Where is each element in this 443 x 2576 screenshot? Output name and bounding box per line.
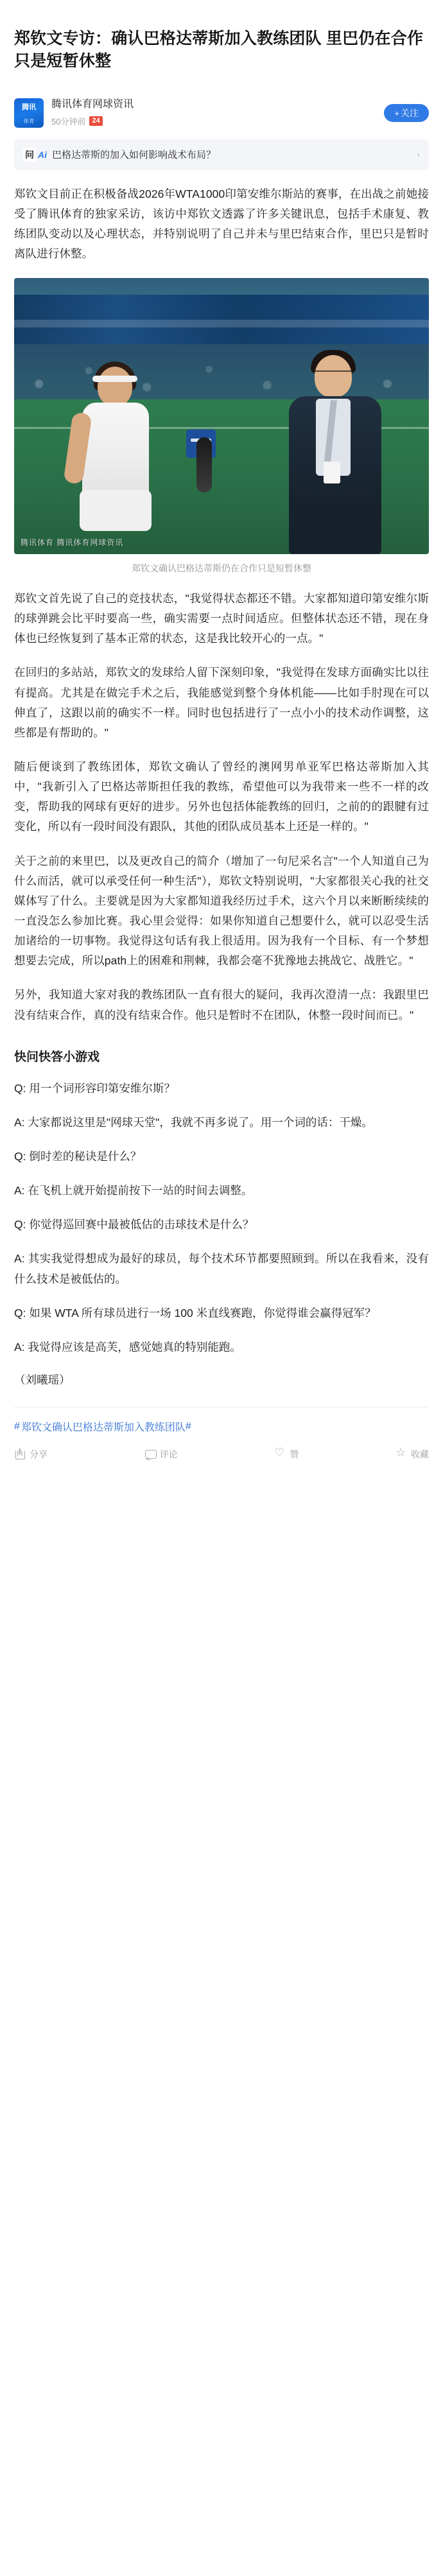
quiz-answer: A: 其实我觉得想成为最好的球员，每个技术环节都要照顾到。所以在我看来，没有什么技术是被低估的。 (14, 1252, 429, 1285)
interview-photo (14, 278, 429, 554)
follow-label: 关注 (401, 107, 419, 118)
quiz-question: Q: 倒时差的秘诀是什么？ (14, 1150, 142, 1163)
hash-icon: # (14, 1420, 20, 1432)
article-figure (14, 278, 429, 575)
ai-tag-ai: Ai (38, 149, 47, 160)
like-icon (274, 1449, 286, 1460)
action-bar (0, 1434, 443, 1461)
paragraph (14, 663, 429, 743)
credential-badge (324, 462, 340, 483)
page-title: 郑钦文专访：确认巴格达蒂斯加入教练团队 里巴仍在合作只是短暂休整 (14, 29, 424, 71)
ai-question-bar[interactable] (14, 139, 429, 170)
topic-tag[interactable] (0, 1407, 443, 1434)
plus-icon: + (394, 108, 399, 118)
hash-icon-end: # (185, 1420, 191, 1432)
publisher-name[interactable]: 腾讯体育网球资讯 (51, 98, 134, 110)
publisher-meta (44, 98, 384, 128)
paragraph-text-4: 关于之前的来里巴，以及更改自己的简介（增加了一句尼采名言"一个人知道自己为什么而活，就可以承受任何一种生活"），郑钦文特别说明，"大家都很关心我的社交媒体写了什么。主要就是因为大家都知道我经历过手术，这六个月以来断断续续的一直没怎么参加比赛。我心里会觉得：如果你知道自己想要什么，就可以忍受生活加诸给的一切事物。我觉得这句话有我上很适用。因为我有一个目标、有一个梦想想要去完成，所以path上的困难和荆棘，我都会毫不犹豫地去挑战它、战胜它。" (14, 854, 429, 968)
paragraph-text-1: 郑钦文首先说了自己的竞技状态，"我觉得状态都还不错。大家都知道印第安维尔斯的球弹跳会比平时要高一些，确实需要一点时间适应。但整体状态还不错，现在身体也已经恢复到了基本正常的状态，这是我比较开心的一点。" (14, 592, 429, 645)
publish-time: 50分钟前 (51, 117, 86, 127)
photo-player-figure (68, 361, 164, 554)
photo-banner (14, 295, 429, 350)
follow-button[interactable] (384, 104, 429, 122)
player-skirt (80, 490, 152, 531)
publisher-row (0, 84, 443, 128)
share-label: 分享 (30, 1449, 48, 1459)
like-action[interactable] (274, 1448, 299, 1461)
comment-action[interactable] (144, 1448, 178, 1461)
player-head (98, 367, 132, 406)
paragraph (14, 757, 429, 837)
publisher-logo[interactable] (14, 98, 44, 128)
quiz-question: Q: 你觉得巡回赛中最被低估的击球技术是什么？ (14, 1218, 254, 1231)
figure-caption: 郑钦文确认巴格达蒂斯仍在合作只是短暂休整 (132, 563, 311, 574)
ai-tag (23, 148, 47, 162)
comment-label: 评论 (159, 1449, 178, 1459)
paragraph-text-2: 在回归的多站站，郑钦文的发球给人留下深刻印象，"我觉得在发球方面确实比以往有提高。尤其是在做完手术之后，我能感觉到整个身体机能——比如手肘现在可以伸直了，这跟以前的确实不一样。同时也包括进行了一点小小的技术动作调整，这些都是有帮助的。" (14, 666, 429, 739)
star-icon (395, 1449, 407, 1460)
like-label: 赞 (290, 1449, 299, 1459)
photo-interviewer-figure (276, 349, 392, 554)
microphone-handle (196, 437, 212, 492)
topic-label: 郑钦文确认巴格达蒂斯加入教练团队 (21, 1422, 186, 1433)
paragraph-text-0: 郑钦文目前正在积极备战2026年WTA1000印第安维尔斯站的赛事，在出战之前她接受了腾讯体育的独家采访，该访中郑钦文透露了许多关键讯息，包括手术康复、教练团队变动以及心理状态，并特别说明了自己并未与里巴结束合作，里巴只是暂时离队进行休整。 (14, 187, 429, 260)
quiz-list (14, 1079, 429, 1357)
photo-watermark: 腾讯体育 腾讯体育网球资讯 (21, 538, 124, 548)
paragraph (14, 851, 429, 971)
player-torso (82, 403, 149, 499)
paragraph (14, 985, 429, 1025)
quiz-answer: A: 我觉得应该是高芙，感觉她真的特别能跑。 (14, 1340, 241, 1353)
comment-icon (144, 1449, 156, 1460)
article-body (0, 184, 443, 1388)
publisher-logo-line2: 体育 (23, 118, 35, 125)
publisher-logo-line1: 腾讯 (22, 103, 36, 111)
quiz-section-title: 快问快答小游戏 (14, 1050, 100, 1064)
quiz-answer: A: 在飞机上就开始提前按下一站的时间去调整。 (14, 1184, 253, 1197)
author-signature: （刘曦瑶） (14, 1373, 71, 1386)
quiz-question: Q: 用一个词形容印第安维尔斯？ (14, 1081, 175, 1095)
paragraph-text-5: 另外，我知道大家对我的教练团队一直有很大的疑问，我再次澄清一点：我跟里巴没有结束合作，真的没有结束合作。他只是暂时不在团队，休整一段时间而已。" (14, 988, 429, 1022)
favorite-action[interactable] (395, 1448, 429, 1461)
ai-question-text: 巴格达蒂斯的加入如何影响战术布局？ (52, 150, 216, 161)
player-visor (92, 376, 137, 382)
share-action[interactable] (14, 1448, 48, 1461)
paragraph (14, 184, 429, 265)
chevron-right-icon: › (417, 150, 420, 159)
article-page (0, 11, 443, 2576)
publisher-subrow (51, 115, 384, 127)
paragraph-text-3: 随后便谈到了教练团体，郑钦文确认了曾经的澳网男单亚军巴格达蒂斯加入其中，"我新引入了巴格达蒂斯担任我的教练，希望他可以为我带来一些不一样的改变，帮助我的网球有更好的进步。另外也包括体能教练的回归，之前的的跟腱有过变化，所以有一段时间没有跟队，其他的团队成员基本上还是一样的。" (14, 760, 429, 833)
favorite-label: 收藏 (410, 1449, 429, 1459)
live-badge[interactable]: 24 (89, 116, 102, 126)
ai-tag-text: 问 (23, 148, 36, 162)
quiz-answer: A: 大家都说这里是"网球天堂"，我就不再多说了。用一个词的话：干燥。 (14, 1115, 373, 1129)
share-icon (14, 1449, 26, 1460)
quiz-question: Q: 如果 WTA 所有球员进行一场 100 米直线赛跑，你觉得谁会赢得冠军？ (14, 1306, 376, 1319)
paragraph (14, 589, 429, 648)
glasses-icon (315, 370, 352, 378)
